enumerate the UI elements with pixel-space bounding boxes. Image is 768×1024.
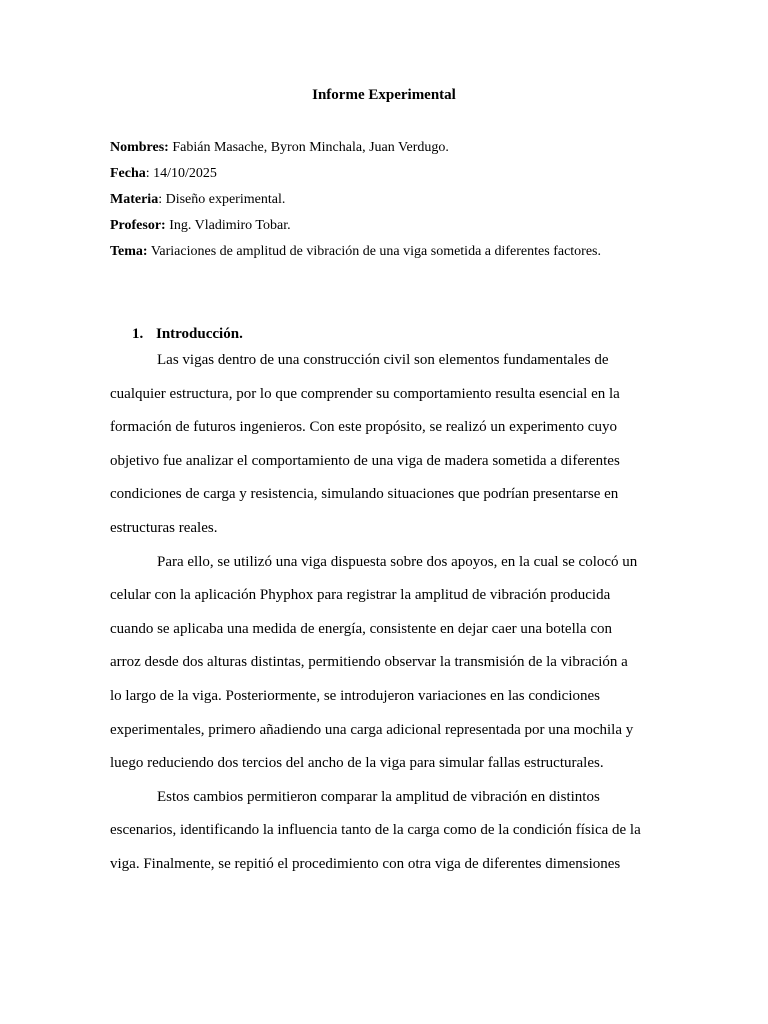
text-line: condiciones de carga y resistencia, simulando situaciones que podrían presentarse en — [110, 486, 619, 503]
text-line: cualquier estructura, por lo que comprender su comportamiento resulta esencial en la — [110, 385, 620, 402]
text-line: viga. Finalmente, se repitió el procedimiento con otra viga de diferentes dimensiones — [110, 855, 621, 872]
text-line: Las vigas dentro de una construcción civil son elementos fundamentales de — [157, 352, 609, 368]
meta-label: Nombres: — [110, 140, 169, 155]
text-line: formación de futuros ingenieros. Con este propósito, se realizó un experimento cuyo — [110, 419, 617, 436]
text-line: cuando se aplicaba una medida de energía, consistente en dejar caer una botella con — [110, 620, 612, 637]
text-line: Estos cambios permitieron comparar la amplitud de vibración en distintos — [157, 788, 600, 805]
section-introduction — [110, 324, 660, 882]
text-line: celular con la aplicación Phyphox para registrar la amplitud de vibración producida — [110, 587, 611, 604]
meta-label: Tema: — [110, 244, 148, 259]
text-line: escenarios, identificando la influencia tanto de la carga como de la condición física de la — [110, 822, 641, 839]
meta-label: Materia — [110, 192, 159, 207]
section-heading — [110, 324, 660, 344]
text-line: Para ello, se utilizó una viga dispuesta sobre dos apoyos, en la cual se colocó un — [157, 553, 638, 570]
meta-value: Variaciones de amplitud de vibración de una viga sometida a diferentes factores. — [147, 244, 602, 259]
section-number: 1. — [132, 326, 144, 342]
text-line: objetivo fue analizar el comportamiento de una viga de madera sometida a diferentes — [110, 452, 620, 469]
document-title: Informe Experimental — [312, 87, 456, 103]
text-line: lo largo de la viga. Posteriormente, se introdujeron variaciones en las condiciones — [110, 687, 600, 704]
meta-label: Fecha — [110, 166, 146, 181]
text-line: estructuras reales. — [110, 519, 218, 536]
meta-topic — [110, 243, 670, 269]
meta-value: Fabián Masache, Byron Minchala, Juan Verdugo. — [168, 140, 449, 155]
meta-subject — [110, 191, 670, 217]
paragraph-2 — [110, 546, 660, 781]
text-line: luego reduciendo dos tercios del ancho de la viga para simular fallas estructurales. — [110, 755, 604, 772]
document-metadata — [110, 139, 670, 269]
meta-value: Ing. Vladimiro Tobar. — [165, 218, 291, 233]
meta-label: Profesor: — [110, 218, 166, 233]
meta-names — [110, 139, 670, 165]
meta-professor — [110, 217, 670, 243]
text-line: experimentales, primero añadiendo una carga adicional representada por una mochila y — [110, 721, 634, 738]
meta-value: : 14/10/2025 — [145, 166, 217, 181]
paragraph-1 — [110, 344, 660, 546]
meta-date — [110, 165, 670, 191]
paragraph-3 — [110, 781, 660, 882]
meta-value: : Diseño experimental. — [158, 192, 286, 207]
section-title: Introducción. — [156, 326, 243, 342]
text-line: arroz desde dos alturas distintas, permitiendo observar la transmisión de la vibración a — [110, 654, 628, 671]
